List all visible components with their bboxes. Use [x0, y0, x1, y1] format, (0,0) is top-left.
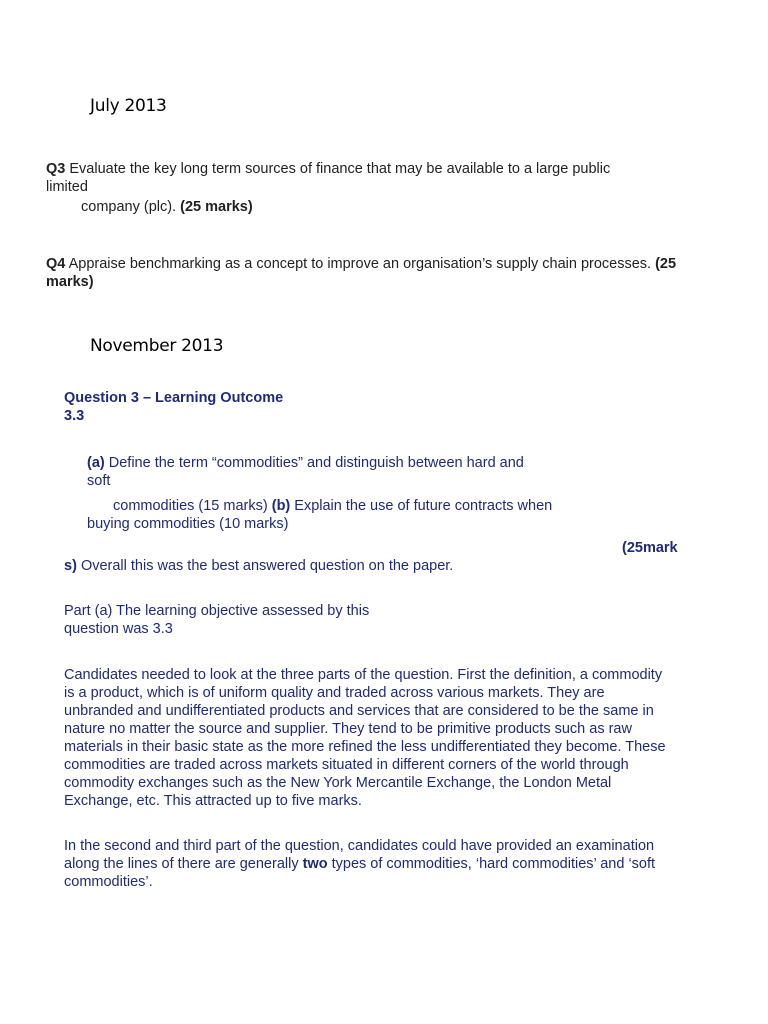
paragraph-line: Candidates needed to look at the three parts of the question. First the definition, a commodity	[64, 667, 663, 683]
paragraph-types-text-post: types of commodities, ‘hard commodities’ and ‘soft	[331, 856, 656, 872]
paragraph-types-line1: In the second and third part of the question, candidates could have provided an examination	[64, 838, 655, 854]
q4-line2	[46, 274, 746, 292]
learning-objective-line1: Part (a) The learning objective assessed by this	[64, 603, 370, 619]
part-a-text-line3: commodities (15 marks)	[113, 498, 268, 514]
paragraph-line: commodity exchanges such as the New York Mercantile Exchange, the London Metal	[64, 775, 612, 791]
q3-line3	[81, 199, 746, 217]
total-marks-part2: s)	[64, 558, 77, 574]
learning-objective-line2: question was 3.3	[64, 621, 173, 637]
part-a-label: (a)	[87, 455, 105, 471]
question-3-heading-text: Question 3 – Learning Outcome	[64, 390, 284, 406]
q3-text-line3: company (plc).	[81, 199, 177, 215]
overall-comment	[64, 557, 714, 575]
paragraph-types-line3: commodities’.	[64, 874, 153, 890]
paragraph-line: Exchange, etc. This attracted up to five marks.	[64, 793, 362, 809]
q3-line1	[46, 161, 746, 179]
total-marks-text: (25mark	[622, 540, 678, 556]
paragraph-line: is a product, which is of uniform quality and traded across various markets. They are	[64, 685, 605, 701]
q4-marks-part1: (25	[655, 256, 677, 272]
paragraph-types-line2	[64, 855, 754, 873]
section-title-november-2013: November 2013	[90, 336, 224, 356]
question-q3	[46, 161, 746, 217]
part-b-block	[87, 497, 607, 533]
question-3-heading-line2	[64, 407, 364, 425]
question-3-heading	[64, 389, 364, 425]
question-q4	[46, 256, 746, 291]
paragraph-line: commodities are traded across markets situated in different corners of the world through	[64, 757, 629, 773]
q3-text-line1: Evaluate the key long term sources of finance that may be available to a large public	[69, 161, 611, 177]
total-marks-part1	[622, 539, 678, 557]
part-b-line2: buying commodities (10 marks)	[87, 516, 289, 532]
q4-text: Appraise benchmarking as a concept to improve an organisation’s supply chain processes.	[68, 256, 652, 272]
paragraph-definition	[64, 666, 754, 810]
q3-number: Q3	[46, 161, 66, 177]
q4-marks-part2: marks)	[46, 273, 94, 290]
part-b-line1	[113, 497, 607, 515]
paragraph-types-text-pre: along the lines of there are generally	[64, 856, 299, 872]
q3-line2: limited	[46, 178, 88, 195]
learning-outcome-number: 3.3	[64, 408, 85, 424]
q3-marks: (25 marks)	[180, 199, 253, 215]
part-a-text-line1: Define the term “commodities” and distinguish between hard and	[108, 455, 524, 471]
part-a-block	[87, 454, 607, 490]
question-3-heading-line1	[64, 389, 364, 407]
overall-comment-text: Overall this was the best answered question on the paper.	[80, 558, 454, 574]
part-a-line2: soft	[87, 473, 111, 489]
learning-objective	[64, 602, 464, 638]
paragraph-line: nature no matter the source and supplier. They tend to be primitive products such as raw	[64, 721, 632, 737]
part-b-text-line1: Explain the use of future contracts when	[294, 498, 553, 514]
paragraph-types	[64, 837, 754, 891]
q4-number: Q4	[46, 256, 66, 272]
part-b-label: (b)	[271, 498, 291, 514]
paragraph-types-emphasis: two	[302, 856, 328, 872]
paragraph-line: unbranded and undifferentiated products and services that are considered to be the same in	[64, 703, 654, 719]
paragraph-line: materials in their basic state as the more refined the less undifferentiated they become. These	[64, 739, 666, 755]
section-title-july-2013: July 2013	[90, 96, 167, 116]
part-a-line1	[87, 454, 607, 472]
q4-line1	[46, 256, 746, 274]
